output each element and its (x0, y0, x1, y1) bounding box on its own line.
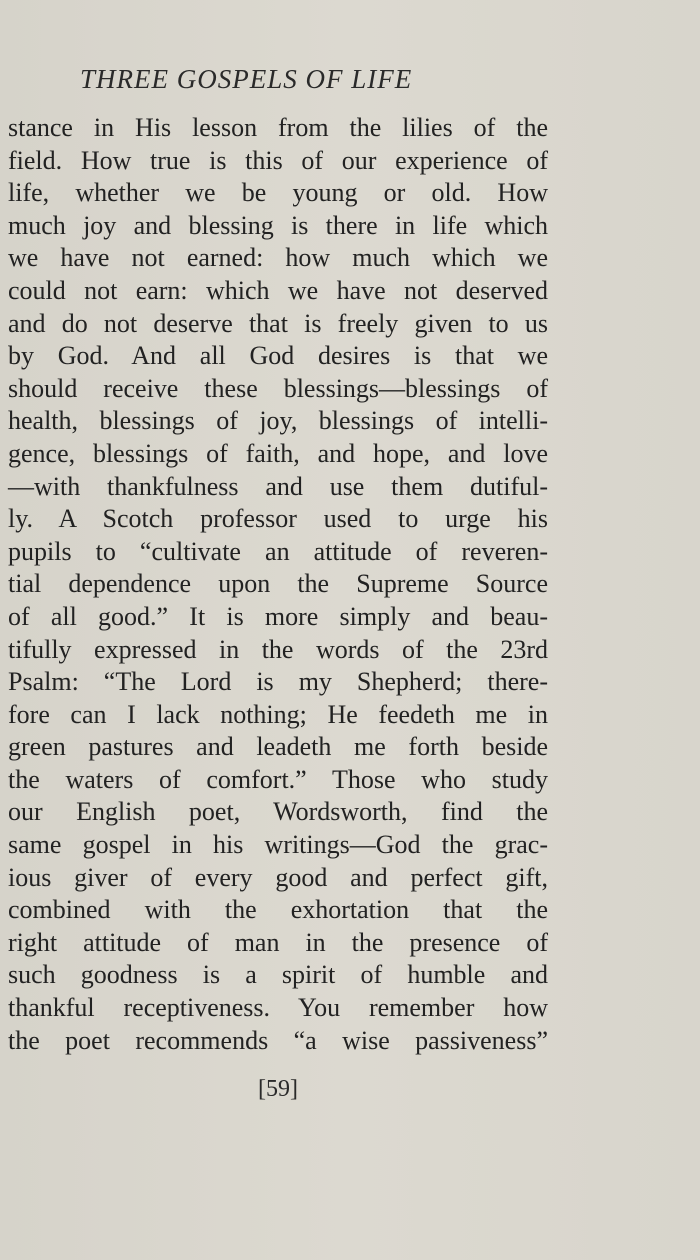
text-line: stance in His lesson from the lilies of the (8, 113, 548, 142)
text-line: tifully expressed in the words of the 23rd (8, 634, 548, 664)
running-head: THREE GOSPELS OF LIFE (80, 64, 413, 94)
text-line: ly. A Scotch professor used to urge his (8, 504, 548, 534)
text-line: thankful receptiveness. You remember how (8, 993, 548, 1023)
text-line: should receive these blessings—blessings of (8, 373, 548, 403)
text-line: of all good.” It is more simply and beau- (8, 601, 548, 631)
text-line: ious giver of every good and perfect gift, (8, 862, 548, 892)
text-line: the poet recommends “a wise passiveness” (8, 1025, 548, 1055)
text-line: same gospel in his writings—God the grac- (8, 830, 548, 860)
body-text (8, 112, 548, 1057)
text-line: field. How true is this of our experience of (8, 145, 548, 175)
text-line: the waters of comfort.” Those who study (8, 764, 548, 794)
text-line: green pastures and leadeth me forth beside (8, 732, 548, 762)
text-line: combined with the exhortation that the (8, 895, 548, 925)
text-line: pupils to “cultivate an attitude of reveren- (8, 536, 548, 566)
text-line: fore can I lack nothing; He feedeth me in (8, 699, 548, 729)
text-line: could not earn: which we have not deserved (8, 275, 548, 305)
text-line: gence, blessings of faith, and hope, and love (8, 438, 548, 468)
text-line: tial dependence upon the Supreme Source (8, 569, 548, 599)
page-number: [59] (258, 1076, 298, 1102)
text-line: and do not deserve that is freely given to us (8, 308, 548, 338)
text-line: —with thankfulness and use them dutiful- (8, 471, 548, 501)
text-line: we have not earned: how much which we (8, 243, 548, 273)
text-line: right attitude of man in the presence of (8, 927, 548, 957)
text-line: our English poet, Wordsworth, find the (8, 797, 548, 827)
text-line: by God. And all God desires is that we (8, 341, 548, 371)
text-line: health, blessings of joy, blessings of intelli- (8, 406, 548, 436)
text-line: much joy and blessing is there in life which (8, 210, 548, 240)
text-line: such goodness is a spirit of humble and (8, 960, 548, 990)
text-line: life, whether we be young or old. How (8, 178, 548, 208)
text-line: Psalm: “The Lord is my Shepherd; there- (8, 667, 548, 697)
